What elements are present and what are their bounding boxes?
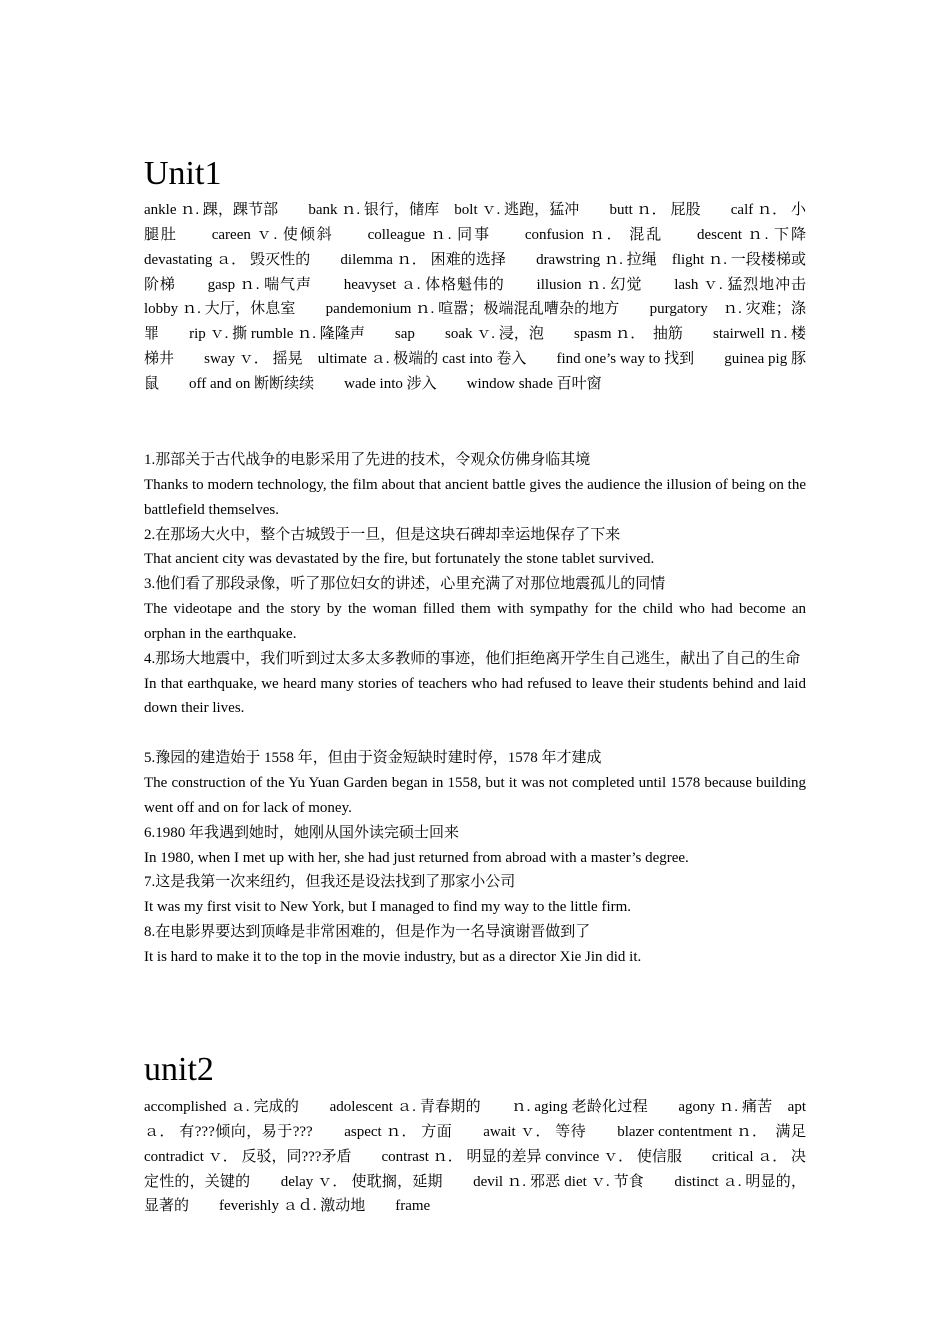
sentence-en-7: It was my first visit to New York, but I managed to find my way to the little firm. [144,899,632,916]
sentence-en-3: The videotape and the story by the woman filled them with sympathy for the child who had become an orphan in the earthquake. [144,601,806,642]
sentence-zh-2: 2.在那场大火中，整个古城毁于一旦，但是这块石碑却幸运地保存了下来 [144,526,621,543]
sentence-en-1: Thanks to modern technology, the film about that ancient battle gives the audience the illusion of being on the battlefield themselves. [144,476,806,518]
sentence-zh-4: 4.那场大地震中，我们听到过太多太多教师的事迹，他们拒绝离开学生自己逃生，献出了自己的生命 [144,650,801,667]
sentence-zh-1: 1.那部关于古代战争的电影采用了先进的技术，令观众仿佛身临其境 [144,452,591,468]
sentence-en-5: The construction of the Yu Yuan Garden began in 1558, but it was not completed until 1578 because building went off and on for lack of money. [144,774,806,816]
sentence-zh-6: 6.1980 年我遇到她时，她刚从国外读完硕士回来 [144,824,460,841]
paragraph-gap [144,721,806,746]
sentence-en-4: In that earthquake, we heard many stories of teachers who had refused to leave their students behind and laid down their lives. [144,675,806,717]
sentence-en-2: That ancient city was devastated by the fire, but fortunately the stone tablet survived. [144,551,655,568]
sentence-zh-8: 8.在电影界要达到顶峰是非常困难的，但是作为一名导演谢晋做到了 [144,924,591,941]
sentence-en-8: It is hard to make it to the top in the movie industry, but as a director Xie Jin did it. [144,948,642,965]
unit1-translation-sentences [144,448,806,970]
unit2-vocabulary-list: accomplished ａ. 完成的 adolescent ａ. 青春期的 ｎ. aging 老龄化过程 agony ｎ. 痛苦 apt ａ． 有???倾向，易于??? aspect ｎ． 方面 await ｖ． 等待 blazer contentment ｎ． 满足 contradict ｖ． 反驳，同???矛盾 contrast ｎ． 明显的差异 convince ｖ． 使信服 critical ａ． 决定性的，关键的 delay ｖ． 使耽搁，延期 devil ｎ. 邪恶 diet ｖ. 节食 distinct ａ. 明显的，显著的 feverishly ａｄ. 激动地 frame [144,1099,837,1215]
sentence-en-6: In 1980, when I met up with her, she had just returned from abroad with a master’s degree. [144,849,689,866]
unit1-vocabulary-list: ankle ｎ. 踝，踝节部 bank ｎ. 银行，储库 bolt ｖ. 逃跑，猛冲 butt ｎ． 屁股 calf ｎ． 小腿肚 careen ｖ. 使倾斜 colleague ｎ. 同事 confusion ｎ． 混乱 descent ｎ. 下降 devastating ａ． 毁灭性的 dilemma ｎ． 困难的选择 drawstring ｎ. 拉绳 flight ｎ. 一段楼梯或阶梯 gasp ｎ. 喘气声 heavyset ａ. 体格魁伟的 illusion ｎ. 幻觉 lash ｖ. 猛烈地冲击 lobby ｎ. 大厅，休息室 pandemonium ｎ. 喧嚣；极端混乱嘈杂的地方 purgatory ｎ. 灾难；涤罪 rip ｖ. 撕 rumble ｎ. 隆隆声 sap soak ｖ. 浸，泡 spasm ｎ． 抽筋 stairwell ｎ. 楼梯井 sway ｖ． 摇晃 ultimate ａ. 极端的 cast into 卷入 find one’s way to 找到 guinea pig 豚鼠 off and on 断断续续 wade into 涉入 window shade 百叶窗 [144,202,837,392]
sentence-zh-3: 3.他们看了那段录像，听了那位妇女的讲述，心里充满了对那位地震孤儿的同情 [144,576,666,593]
sentence-zh-5: 5.豫园的建造始于 1558 年，但由于资金短缺时建时停，1578 年才建成 [144,750,602,767]
unit2-title: unit2 [144,1051,214,1088]
unit1-title: Unit1 [144,155,222,192]
sentence-zh-7: 7.这是我第一次来纽约，但我还是设法找到了那家小公司 [144,874,516,891]
